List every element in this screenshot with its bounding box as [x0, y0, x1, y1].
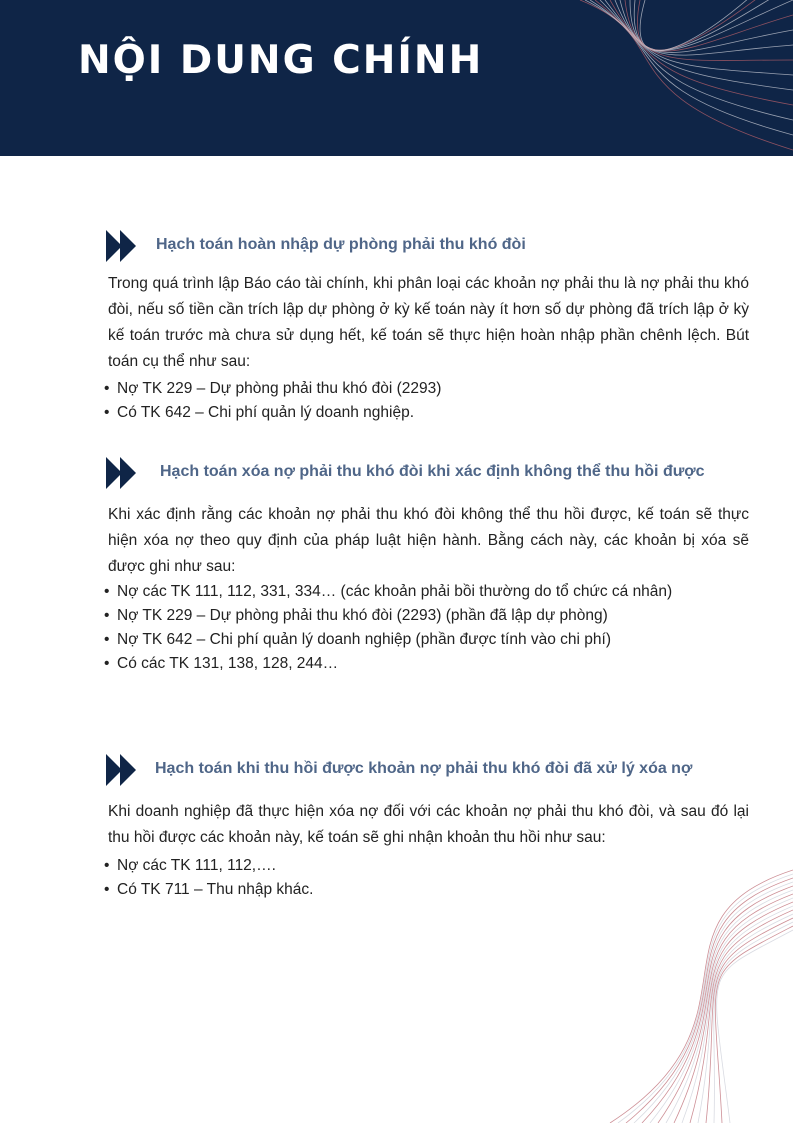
page-title: NỘI DUNG CHÍNH: [78, 38, 484, 83]
wave-line: [715, 926, 793, 1123]
list-item: • Nợ các TK 111, 112, 331, 334… (các khoản phải bồi thường do tổ chức cá nhân): [104, 580, 704, 604]
double-chevron-right-icon: [106, 752, 140, 788]
wave-line: [600, 0, 793, 90]
list-item: • Nợ TK 229 – Dự phòng phải thu khó đòi (2293): [104, 377, 724, 401]
wave-line: [580, 0, 793, 150]
wave-line: [637, 0, 793, 50]
wave-line: [630, 0, 793, 50]
section-2-title: Hạch toán xóa nợ phải thu khó đòi khi xác định không thể thu hồi được: [160, 463, 705, 480]
wave-line: [640, 0, 793, 51]
section-1-bullets: [104, 377, 724, 425]
wave-line: [585, 0, 793, 135]
section-2-heading: [106, 455, 766, 491]
list-item: • Có các TK 131, 138, 128, 244…: [104, 652, 724, 676]
wave-line: [650, 890, 793, 1123]
wave-line: [690, 910, 793, 1123]
wave-line: [625, 0, 793, 51]
corner-wave-decoration: [600, 860, 793, 1123]
section-2-bullets: [104, 580, 724, 676]
list-item: • Nợ TK 229 – Dự phòng phải thu khó đòi (2293) (phần đã lập dự phòng): [104, 604, 724, 628]
list-item: • Nợ TK 642 – Chi phí quản lý doanh nghiệp (phần được tính vào chi phí): [104, 628, 724, 652]
section-1-heading: [106, 228, 766, 264]
section-1-title: Hạch toán hoàn nhập dự phòng phải thu khó đòi: [156, 236, 526, 253]
wave-line: [610, 0, 793, 60]
wave-line: [610, 870, 793, 1123]
list-item: • Nợ các TK 111, 112,….: [104, 854, 724, 878]
section-3-heading: [106, 752, 766, 788]
section-1-paragraph: Trong quá trình lập Báo cáo tài chính, khi phân loại các khoản nợ phải thu là nợ phải thu khó đòi, nếu số tiền cần trích lập dự phòng ở kỳ kế toán này ít hơn số dự phòng đã trích lập ở kỳ kế toán trước mà chưa sử dụng hết, kế toán sẽ thực hiện hoàn nhập phần chênh lệch. Bút toán cụ thể như sau:: [108, 275, 749, 370]
section-3-title: Hạch toán khi thu hồi được khoản nợ phải thu khó đòi đã xử lý xóa nợ: [155, 760, 693, 777]
list-item: • Có TK 711 – Thu nhập khác.: [104, 878, 724, 902]
header-wave-decoration: [560, 0, 793, 156]
wave-line: [706, 918, 793, 1123]
double-chevron-right-icon: [106, 228, 140, 264]
page-header: [0, 0, 793, 156]
wave-line: [620, 0, 793, 53]
section-3-paragraph: Khi doanh nghiệp đã thực hiện xóa nợ đối với các khoản nợ phải thu khó đòi, và sau đó lại thu hồi được các khoản này, kế toán sẽ ghi nhận khoản thu hồi như sau:: [108, 803, 749, 846]
list-item: • Có TK 642 – Chi phí quản lý doanh nghiệp.: [104, 401, 724, 425]
wave-line: [714, 922, 793, 1123]
section-2-paragraph: Khi xác định rằng các khoản nợ phải thu khó đòi không thể thu hồi được, kế toán sẽ thực hiện xóa nợ theo quy định của pháp luật hiện hành. Bằng cách này, các khoản bị xóa sẽ được ghi như sau:: [108, 506, 749, 575]
double-chevron-right-icon: [106, 455, 140, 491]
wave-line: [634, 0, 793, 50]
wave-line: [642, 886, 793, 1123]
